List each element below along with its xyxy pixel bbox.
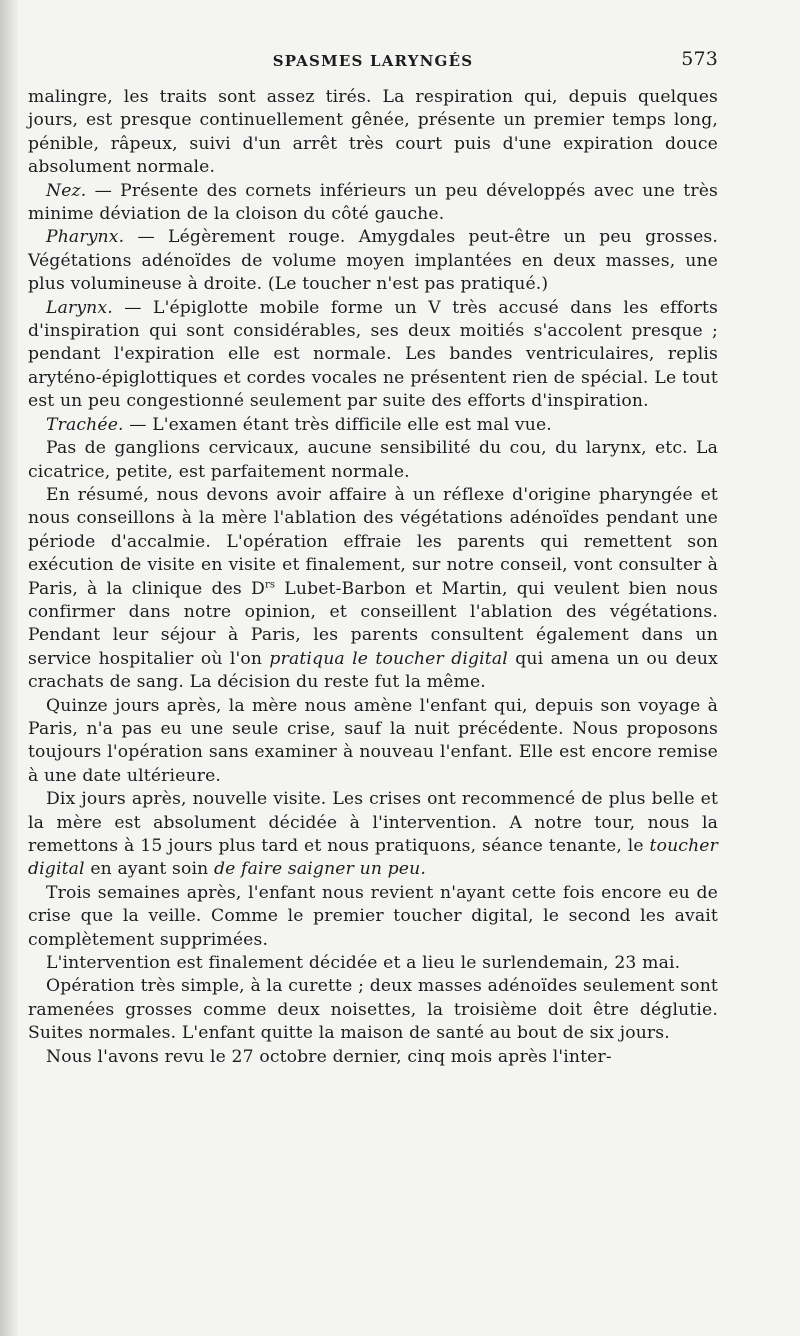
paragraph-text: Dix jours après, nouvelle visite. Les crises ont recommencé de plus belle et la mère est absolument décidée à l'intervention. A notre tour, nous la remettons à 15 jours plus tard et nous pratiquons, séance tenante, le — [28, 789, 718, 856]
paragraph-text: — Présente des cornets inférieurs un peu développés avec une très minime déviation de la cloison du côté gauche. — [28, 180, 718, 225]
paragraph-quinze-jours: Quinze jours après, la mère nous amène l'enfant qui, depuis son voyage à Paris, n'a pas eu une seule crise, sauf la nuit précédente. Nous proposons toujours l'opération sans examiner à nouveau l'enfant. Elle est encore remise à une date ultérieure. — [28, 695, 718, 786]
section-label-trachee: Trachée. — [46, 414, 124, 435]
paragraph-text: — L'examen étant très difficile elle est mal vue. — [123, 414, 552, 435]
superscript-rs: rs — [264, 578, 276, 590]
emphasis-text: pratiqua le toucher digital — [269, 648, 508, 669]
page-number: 573 — [681, 48, 718, 70]
page-header — [28, 48, 718, 76]
paragraph-operation: Opération très simple, à la curette ; deux masses adénoïdes seulement sont ramenées grosses comme deux noisettes, la troisième doit être déglutie. Suites normales. L'enfant quitte la maison de santé au bout de six jours. — [28, 976, 718, 1044]
paragraph-text: — Légèrement rouge. Amygdales peut-être un peu grosses. Végétations adénoïdes de volume moyen implantées en deux masses, une plus volumineuse à droite. (Le toucher n'est pas pratiqué.) — [28, 227, 718, 295]
section-label-pharynx: Pharynx. — [46, 227, 125, 248]
paragraph-larynx — [28, 297, 718, 414]
paragraph-dix-jours — [28, 788, 718, 882]
paragraph-text: — L'épiglotte mobile forme un V très accusé dans les efforts d'inspiration qui sont considérables, ses deux moitiés s'accolent presque ; pendant l'expiration elle est normale. Les bandes ventriculaires, replis aryténo-épiglottiques et cordes vocales ne présentent rien de spécial. Le tout est un peu congestionné seulement par suite des efforts d'inspiration. — [28, 297, 718, 412]
paragraph-pharynx — [28, 226, 718, 296]
paragraph-resume — [28, 484, 718, 695]
paragraph-text: En résumé, nous devons avoir affaire à un réflexe d'origine pharyngée et nous conseillons à la mère l'ablation des végétations adénoïdes pendant une période d'accalmie. L'opération effraie les parents qui remettent son exécution de visite en visite et finalement, sur notre conseil, vont consulter à Paris, à la clinique des D — [28, 484, 718, 599]
running-title: SPASMES LARYNGÉS — [272, 52, 474, 70]
scan-edge-shadow — [0, 0, 18, 1336]
paragraph-revu: Nous l'avons revu le 27 octobre dernier, cinq mois après l'inter- — [46, 1046, 612, 1067]
section-label-nez: Nez. — [46, 180, 87, 201]
paragraph-nez — [28, 180, 718, 227]
section-label-larynx: Larynx. — [46, 297, 113, 318]
paragraph-trachee — [28, 414, 718, 437]
book-page — [28, 48, 718, 1069]
paragraph-text: en ayant soin — [84, 859, 214, 880]
paragraph-ganglions: Pas de ganglions cervicaux, aucune sensibilité du cou, du larynx, etc. La cicatrice, petite, est parfaitement normale. — [28, 438, 718, 482]
paragraph-trois-semaines: Trois semaines après, l'enfant nous revient n'ayant cette fois encore eu de crise que la veille. Comme le premier toucher digital, le second les avait complètement supprimées. — [28, 882, 718, 950]
paragraph-1: malingre, les traits sont assez tirés. La respiration qui, depuis quelques jours, est presque continuellement gênée, présente un premier temps long, pénible, râpeux, suivi d'un arrêt très court puis d'une expiration douce absolument normale. — [28, 87, 718, 178]
paragraph-intervention: L'intervention est finalement décidée et a lieu le surlendemain, 23 mai. — [46, 953, 681, 974]
paragraph-text: Lubet-Barbon et Martin, qui veulent bien nous confirmer dans notre opinion, et conseillent l'ablation des végétations. Pendant leur séjour à Paris, les parents consultent également dans un service hospitalier où l'on — [28, 578, 718, 669]
emphasis-text: toucher digital — [28, 836, 718, 880]
paragraph-text: qui amena un ou deux crachats de sang. La décision du reste fut la même. — [28, 648, 718, 693]
emphasis-text: de faire saigner un peu. — [213, 859, 426, 880]
